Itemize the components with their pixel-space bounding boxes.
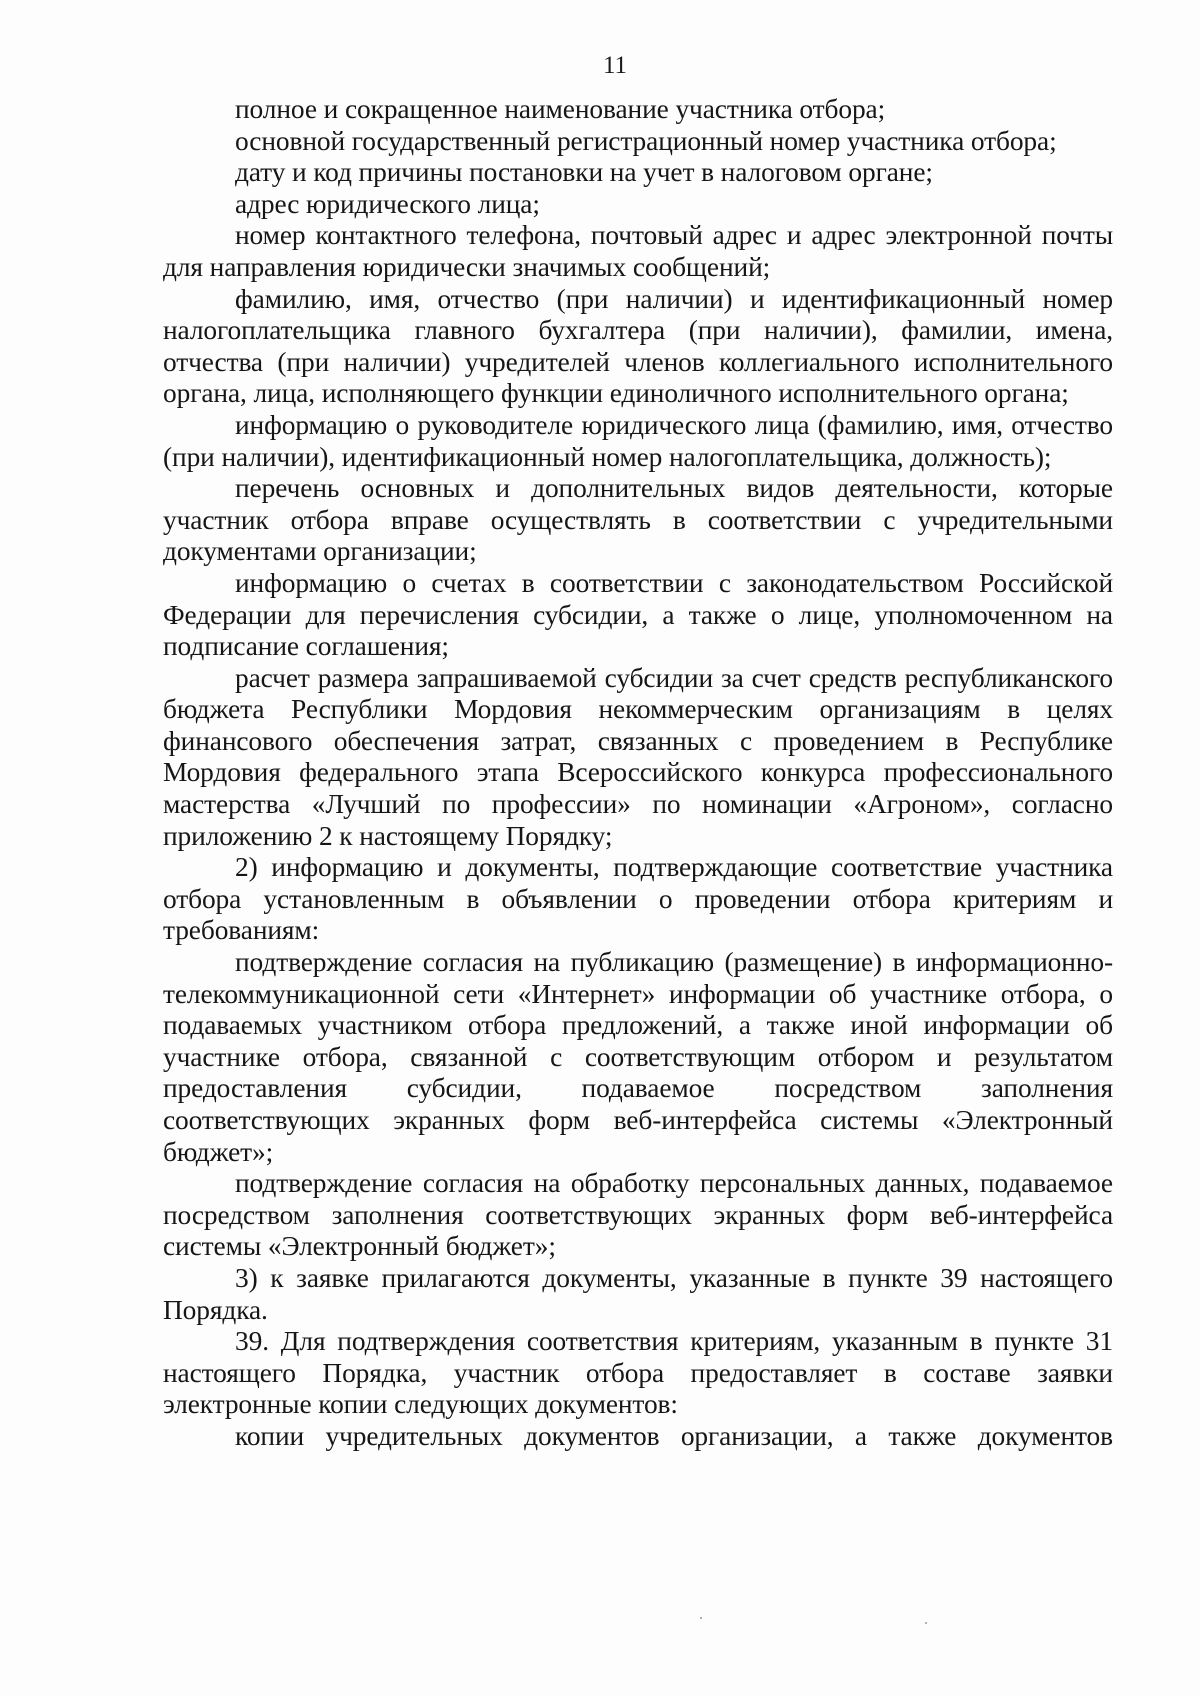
page-number: 11: [602, 52, 628, 79]
paragraph-head-info: информацию о руководителе юридического лица (фамилию, имя, отчество (при наличии), идентификационный номер налогоплательщика, должность);: [163, 409, 1113, 472]
paragraph-activities: перечень основных и дополнительных видов деятельности, которые участник отбора вправе осуществлять в соответствии с учредительными документами организации;: [163, 473, 1113, 567]
paragraph-item-39: 39. Для подтверждения соответствия критериям, указанным в пункте 31 настоящего Порядка, участник отбора предоставляет в составе заявки электронные копии следующих документов:: [163, 1326, 1113, 1420]
paragraph-ogrn: основной государственный регистрационный номер участника отбора;: [235, 125, 1057, 156]
paragraph-founding-documents: копии учредительных документов организации, а также документов: [235, 1420, 1113, 1451]
paragraph-legal-address: адрес юридического лица;: [235, 188, 540, 219]
paragraph-contacts: номер контактного телефона, почтовый адрес и адрес электронной почты для направления юридически значимых сообщений;: [163, 220, 1113, 282]
scan-speck: [925, 1622, 927, 1624]
paragraph-item-2: 2) информацию и документы, подтверждающие соответствие участника отбора установленным в объявлении о проведении отбора критериям и требованиям:: [163, 852, 1113, 946]
paragraph-accounts: информацию о счетах в соответствии с законодательством Российской Федерации для перечисления субсидии, а также о лице, уполномоченном на подписание соглашения;: [163, 567, 1113, 662]
paragraph-accountant-founders: фамилию, имя, отчество (при наличии) и идентификационный номер налогоплательщика главного бухгалтера (при наличии), фамилии, имена, отчества (при наличии) учредителей членов коллегиального исполнительного органа, лица, исполняющего функции единоличного исполнительного органа;: [163, 283, 1113, 409]
paragraph-item-3: 3) к заявке прилагаются документы, указанные в пункте 39 настоящего Порядка.: [163, 1262, 1113, 1325]
scan-speck: [700, 1617, 702, 1619]
paragraph-kpp-date: дату и код причины постановки на учет в налоговом органе;: [235, 157, 933, 188]
paragraph-publication-consent: подтверждение согласия на публикацию (размещение) в информационно-телекоммуникационной сети «Интернет» информации об участнике отбора, о подаваемых участником отбора предложений, а также иной информации об участнике отбора, связанной с соответствующим отбором и результатом предоставления субсидии, подаваемое посредством заполнения соответствующих экранных форм веб-интерфейса системы «Электронный бюджет»;: [163, 947, 1113, 1167]
document-body: [163, 94, 1113, 1453]
paragraph-subsidy-calculation: расчет размера запрашиваемой субсидии за счет средств республиканского бюджета Республики Мордовия некоммерческим организациям в целях финансового обеспечения затрат, связанных с проведением в Республике Мордовия федерального этапа Всероссийского конкурса профессионального мастерства «Лучший по профессии» по номинации «Агроном», согласно приложению 2 к настоящему Порядку;: [163, 662, 1113, 851]
paragraph-personal-data-consent: подтверждение согласия на обработку персональных данных, подаваемое посредством заполнения соответствующих экранных форм веб-интерфейса системы «Электронный бюджет»;: [163, 1168, 1113, 1262]
paragraph-full-name: полное и сокращенное наименование участника отбора;: [235, 94, 886, 124]
